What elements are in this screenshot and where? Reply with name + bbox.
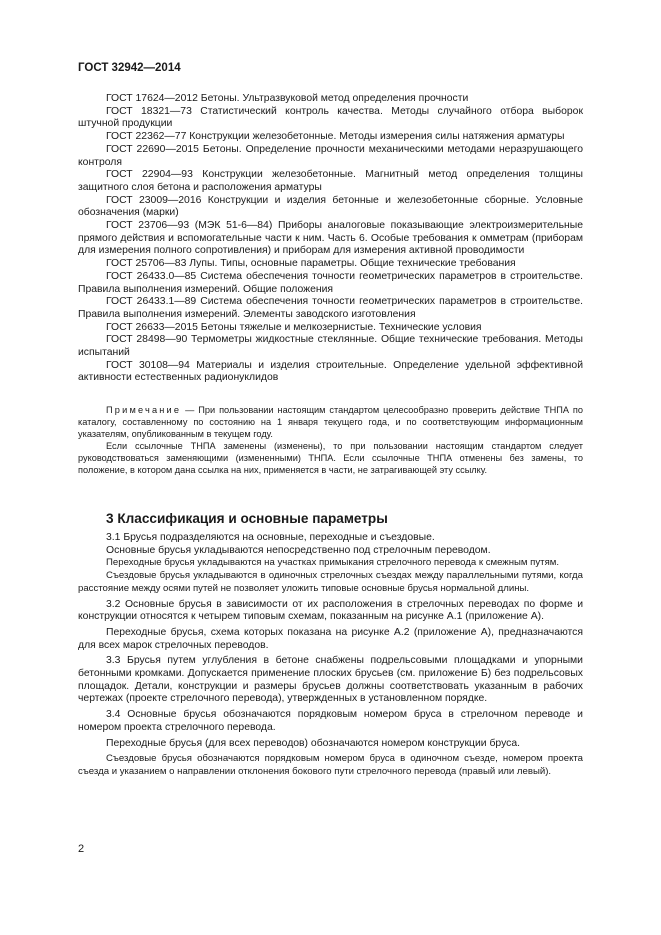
reference-item: ГОСТ 30108—94 Материалы и изделия строительные. Определение удельной эффективной активности естественных радионуклидов [78, 359, 583, 384]
note-text: — При пользовании настоящим стандартом целесообразно проверить действие ТНПА по каталогу, составленному по состоянию на 1 января текущего года, и по соответствующим информационным указателям, опубликованным в текущем году. [78, 405, 583, 439]
document-header: ГОСТ 32942—2014 [78, 62, 181, 74]
reference-item: ГОСТ 28498—90 Термометры жидкостные стеклянные. Общие технические требования. Методы испытаний [78, 334, 583, 359]
reference-item: ГОСТ 23009—2016 Конструкции и изделия бетонные и железобетонные сборные. Условные обозначения (марки) [78, 194, 583, 219]
note-paragraph-2: Если ссылочные ТНПА заменены (изменены), то при пользовании настоящим стандартом следует руководствоваться заменяющими (измененными) ТНПА. Если ссылочные ТНПА отменены без замены, то положение, в котором дана ссылка на них, применяется в части, не затрагивающей эту ссылку. [78, 441, 583, 475]
section-paragraph: 3.3 Брусья путем углубления в бетоне снабжены подрельсовыми площадками и упорными бетонными кромками. Допускается применение плоских брусьев (см. приложение Б) без подрельсовых площадок. Детали, конструкции и размеры брусьев должны соответствовать указанным в рабочих чертежах (проекте стрелочного перевода), утвержденных в установленном порядке. [78, 655, 583, 705]
section-paragraph: Основные брусья укладываются непосредственно под стрелочным переводом. [106, 544, 491, 556]
reference-item: ГОСТ 22362—77 Конструкции железобетонные. Методы измерения силы натяжения арматуры [106, 131, 565, 143]
note-paragraph [78, 404, 583, 440]
section-paragraph: Переходные брусья (для всех переводов) обозначаются номером конструкции бруса. [106, 737, 521, 749]
section-paragraph: Переходные брусья укладываются на участках примыкания стрелочного перевода к смежным путям. [106, 557, 560, 569]
section-body [78, 532, 583, 779]
section-paragraph: Съездовые брусья укладываются в одиночных стрелочных съездах между параллельными путями, когда расстояние между осями путей не позволяет уложить типовые основные брусья нормальной длины. [78, 570, 583, 594]
section-paragraph: 3.4 Основные брусья обозначаются порядковым номером бруса в стрелочном переводе и номером проекта стрелочного перевода. [78, 709, 583, 733]
section-paragraph: 3.2 Основные брусья в зависимости от их расположения в стрелочных переводах по форме и конструкции относятся к четырем типовым схемам, показанным на рисунке А.1 (приложение А). [78, 598, 583, 623]
reference-item: ГОСТ 25706—83 Лупы. Типы, основные параметры. Общие технические требования [106, 258, 516, 270]
reference-item: ГОСТ 22690—2015 Бетоны. Определение прочности механическими методами неразрушающего контроля [78, 143, 583, 168]
section-paragraph: Съездовые брусья обозначаются порядковым номером бруса в одиночном съезде, номером проекта съезда и указанием о направлении отклонения бокового пути стрелочного перевода (правый или левый). [78, 753, 583, 777]
reference-item: ГОСТ 18321—73 Статистический контроль качества. Методы случайного отбора выборок штучной продукции [78, 105, 583, 130]
section-paragraph: Переходные брусья, схема которых показана на рисунке А.2 (приложение А), предназначаются для всех марок стрелочных переводов. [78, 626, 583, 651]
reference-item: ГОСТ 22904—93 Конструкции железобетонные. Магнитный метод определения толщины защитного слоя бетона и расположения арматуры [78, 169, 583, 193]
note-label: Примечание [106, 405, 182, 415]
reference-item: ГОСТ 17624—2012 Бетоны. Ультразвуковой метод определения прочности [106, 93, 469, 104]
reference-item: ГОСТ 26433.1—89 Система обеспечения точности геометрических параметров в строительстве. Правила выполнения измерений. Элементы заводского изготовления [78, 296, 583, 320]
note-block [78, 404, 583, 476]
page-number: 2 [78, 843, 85, 855]
reference-item: ГОСТ 26633—2015 Бетоны тяжелые и мелкозернистые. Технические условия [106, 321, 482, 333]
section-title: 3 Классификация и основные параметры [106, 511, 388, 526]
normative-references-list [78, 93, 583, 385]
section-paragraph: 3.1 Брусья подразделяются на основные, переходные и съездовые. [106, 532, 435, 543]
reference-item: ГОСТ 23706—93 (МЭК 51-6—84) Приборы аналоговые показывающие электроизмерительные прямого действия и вспомогательные части к ним. Часть 6. Особые требования к омметрам (приборам для измерения полного сопротивления) и приборам для измерения активной проводимости [78, 220, 583, 257]
reference-item: ГОСТ 26433.0—85 Система обеспечения точности геометрических параметров в строительстве. Правила выполнения измерений. Общие положения [78, 270, 583, 295]
